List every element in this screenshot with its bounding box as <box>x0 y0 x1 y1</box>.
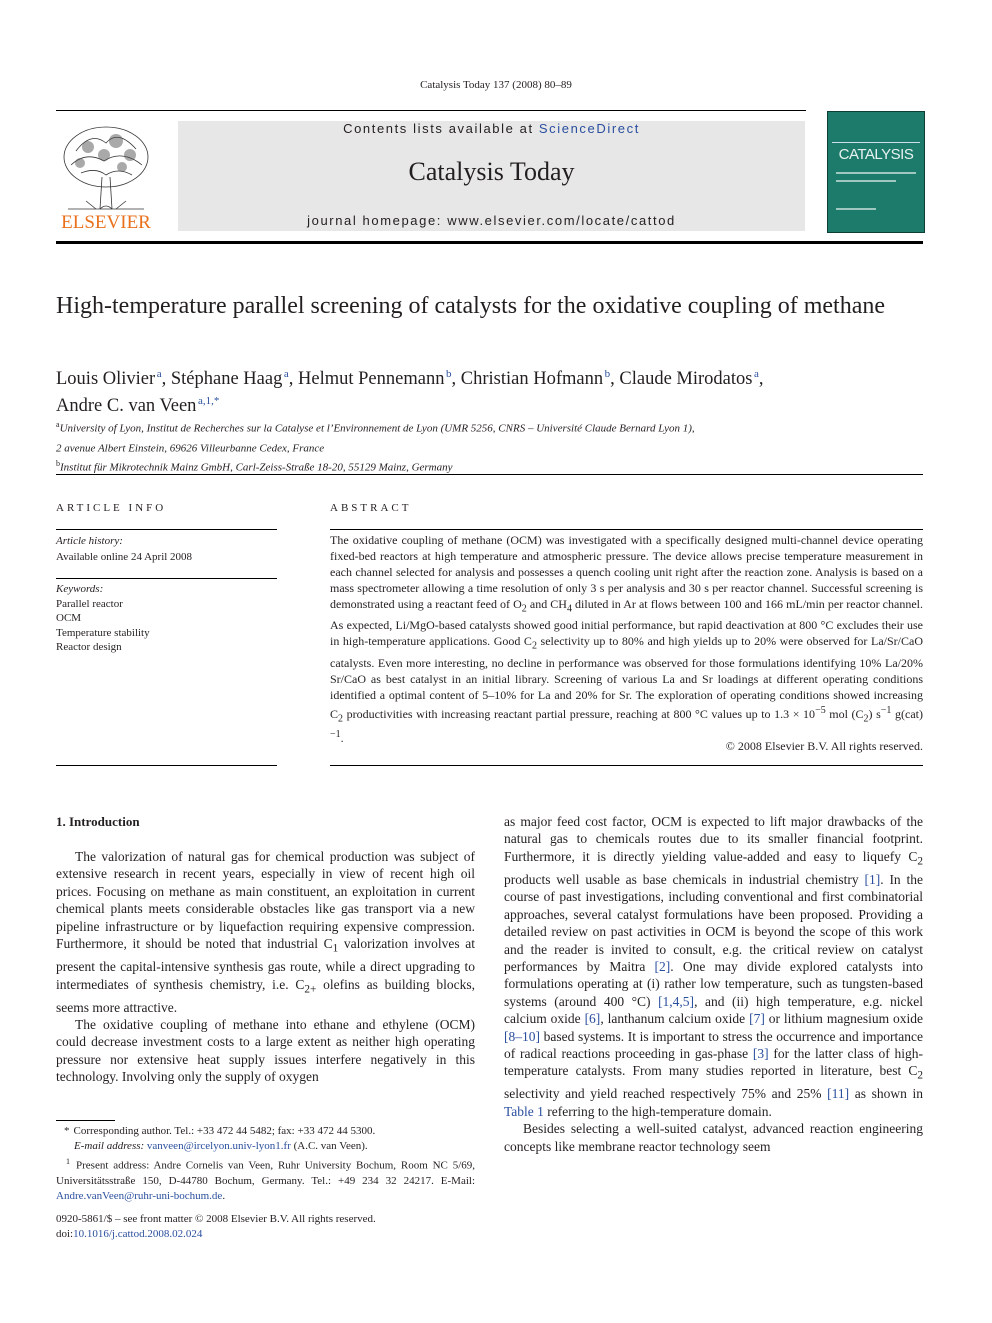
affiliation: $^b$Institut für Mikrotechnik Mainz GmbH, Carl-Zeiss-Straße 18-20, 55129 Mainz, Germany <box>56 459 453 474</box>
elsevier-logo[interactable] <box>56 121 156 233</box>
footnotes <box>56 1124 475 1204</box>
affiliation: $^a$University of Lyon, Institut de Recherches sur la Catalyse et l’Environnement de Lyon (UMR 5256, CNRS – Université Claude Bernard Lyon 1), <box>56 420 695 435</box>
citation-link[interactable]: [3] <box>752 1045 769 1061</box>
author[interactable]: Christian Hofmann $^b$ <box>460 368 611 390</box>
keyword: Temperature stability <box>56 626 150 639</box>
keyword: OCM <box>56 612 82 624</box>
front-matter: 0920-5861/$ – see front matter © 2008 Elsevier B.V. All rights reserved. <box>56 1213 376 1225</box>
body-column-right <box>504 813 923 1155</box>
header-rule <box>56 110 806 111</box>
journal-homepage[interactable]: journal homepage: www.elsevier.com/locate/cattod <box>307 213 676 228</box>
journal-cover[interactable] <box>827 111 925 233</box>
sciencedirect-link[interactable]: ScienceDirect <box>538 121 640 136</box>
footnote-corresponding: * Corresponding author. Tel.: +33 472 44 5482; fax: +33 472 44 5300. <box>64 1125 376 1137</box>
paper-title: High-temperature parallel screening of catalysts for the oxidative coupling of methane <box>56 293 886 319</box>
author-affiliation-mark[interactable]: a,1,* <box>197 395 220 408</box>
author[interactable]: Stéphane Haag $^a$ <box>170 368 289 390</box>
history-label: Article history: <box>56 535 123 547</box>
keyword: Reactor design <box>56 641 122 653</box>
paragraph: Besides selecting a well-suited catalyst, advanced reaction engineering concepts like membrane reactor technology seem <box>504 1121 923 1154</box>
history-value: Available online 24 April 2008 <box>56 551 193 563</box>
paragraph: as major feed cost factor, OCM is expected to lift major drawbacks of the natural gas to chemicals routes due to its smaller financial footprint. Furthermore, it is directly yielding value-added and easy to liquefy $C_2$ products well usable as base chemicals in industrial chemistry [1]. In the course of past investigations, including conventional and first combinatorial approaches, several catalyst formulations have been proposed. Providing a detailed review on past activities in OCM is beyond the scope of this work and the reader is invited to consult, e.g. the critical review on catalyst performances by Maitra [2]. One may divide explored catalysts into formulations operating at (i) rather low temperature, such as tungsten-based systems (around 400 °C) [1,4,5], and (ii) high temperature, e.g. nickel calcium oxide [6], lanthanum calcium oxide [7] or lithium magnesium oxide [8–10] based systems. It is important to stress the occurrence and importance of radical reactions proceeding in gas-phase [3] for the latter class of high-temperature catalysts. From many studies reported in literature, best $C_2$ selectivity and yield reached respectively 75% and 25% [11] as shown in Table 1 referring to the high-temperature domain. <box>504 814 923 1119</box>
citation-link[interactable]: [1,4,5] <box>658 993 695 1009</box>
contents-line <box>178 121 805 136</box>
author-affiliation-mark[interactable]: b <box>446 368 452 380</box>
affiliations <box>56 417 926 476</box>
header-thick-rule <box>56 241 923 244</box>
citation-link[interactable]: [2] <box>654 958 671 974</box>
author-affiliation-mark[interactable]: b <box>604 368 611 380</box>
author[interactable]: Andre C. van Veen $^{a,1,*}$ <box>56 395 220 417</box>
keywords-label: Keywords: <box>56 583 104 595</box>
journal-reference: Catalysis Today 137 (2008) 80–89 <box>420 79 572 91</box>
body-column-left <box>56 848 475 1086</box>
article-info-heading: ARTICLE INFO <box>56 502 167 514</box>
doi-link[interactable]: 10.1016/j.cattod.2008.02.024 <box>73 1228 203 1240</box>
citation-link[interactable]: [8–10] <box>504 1028 540 1044</box>
abstract-rule <box>330 765 923 766</box>
author-affiliation-mark[interactable]: a <box>754 368 759 380</box>
keywords <box>56 582 277 655</box>
author-affiliation-mark[interactable]: a <box>156 368 162 380</box>
footnote-rule <box>56 1120 115 1121</box>
affiliation-rule <box>56 474 923 475</box>
keyword: Parallel reactor <box>56 597 123 610</box>
abstract-text: The oxidative coupling of methane (OCM) was investigated with a specifically designed multi-channel device operating fixed-bed reactors at high temperature and atmospheric pressure. The device allows precise temperature measurement in each channel selected for analysis and possesses a quench cooling unit right after the reaction zone. Analysis is based on a mass spectrometer allowing a time resolution of only 3 s per analysis and 30 s per reactor channel. Successful screening is demonstrated using a reactant feed of $O_2$ and $CH_4$ diluted in Ar at flows between 100 and 166 mL/min per reactor channel. As expected, Li/MgO-based catalysts showed good initial performance, but rapid deactivation at 800 °C excludes their use in high-temperature applications. Good $C_2$ selectivity up to 80% and high yields up to 20% were observed for La/Sr/CaO catalysts. Even more interesting, no decline in performance was observed for those formulations identifying 10% La/20% Sr/CaO as best catalyst in an initial library. Screening of various La and Sr loadings at different operating conditions identified a optimal content of 5–10% for La and 20% for Sr. The exploration of operating conditions showed increasing $C_2$ productivities with increasing reactant partial pressure, reaching at 800 °C values up to $1.3 \times 10^{-5}$ mol $(C_2)$ $s^{-1}$ g(cat)$^{-1}$. <box>330 533 924 746</box>
article-history <box>56 533 277 565</box>
email-link[interactable]: vanveen@ircelyon.univ-lyon1.fr <box>146 1140 291 1152</box>
contents-prefix: Contents lists available at <box>343 121 539 136</box>
author[interactable]: Helmut Pennemann $^b$ <box>298 368 452 390</box>
paragraph: The oxidative coupling of methane into ethane and ethylene (OCM) could decrease investment costs to a large extent as neither high operating pressure nor extensive heat supply issues interfere negatively in this technology. Involving only the supply of oxygen <box>56 1017 475 1085</box>
citation-link[interactable]: [1] <box>864 871 881 887</box>
abstract-heading: ABSTRACT <box>330 502 412 514</box>
elsevier-wordmark: ELSEVIER <box>61 212 151 233</box>
citation-link[interactable]: [7] <box>749 1011 765 1027</box>
citation-link[interactable]: [6] <box>584 1011 601 1027</box>
author[interactable]: Louis Olivier $^a$ <box>56 368 162 390</box>
doi-line: doi:10.1016/j.cattod.2008.02.024 <box>56 1228 203 1240</box>
author-affiliation-mark[interactable]: a <box>283 368 289 380</box>
footnote-present-address: $^1$ Present address: Andre Cornelis van Veen, Ruhr University Bochum, Room NC 5/69, Universitätsstraße 150, D-44780 Bochum, Germany. Tel.: +49 234 32 24217. E-Mail: Andre.vanVeen@ruhr-uni-bochum.de. <box>56 1157 476 1202</box>
abstract-rule <box>330 529 923 530</box>
author[interactable]: Claude Mirodatos $^a$ <box>619 368 759 390</box>
footnote-email: E-mail address: vanveen@ircelyon.univ-lyon1.fr (A.C. van Veen). <box>74 1140 368 1152</box>
author-list: Louis Olivier $^a$, Stéphane Haag $^a$, Helmut Pennemann $^b$, Christian Hofmann $^b$, Claude Mirodatos $^a$, Andre C. van Veen $^{a,1,*}$ <box>56 368 764 417</box>
cover-title: CATALYSIS <box>838 146 914 163</box>
paragraph: The valorization of natural gas for chemical production was subject of extensive research in recent years, especially in view of recent high oil prices. Focusing on methane as main constituent, an exploitation in current chemical plants meets considerable obstacles like gas transport via a new pipeline infrastructure or by liquefaction requiring expensive compression. Furthermore, it should be noted that industrial $C_1$ valorization involves at present the capital-intensive synthesis gas route, while a direct upgrading to intermediates of synthesis chemistry, i.e. $C_{2+}$ olefins as building blocks, seems more attractive. <box>56 849 476 1015</box>
affiliation: 2 avenue Albert Einstein, 69626 Villeurbanne Cedex, France <box>56 442 325 455</box>
citation-link[interactable]: [11] <box>827 1086 850 1102</box>
article-info-rule <box>56 578 277 579</box>
bottom-metadata <box>56 1212 476 1242</box>
abstract-copyright: © 2008 Elsevier B.V. All rights reserved. <box>725 739 923 753</box>
article-info-rule <box>56 765 277 766</box>
journal-title: Catalysis Today <box>408 157 575 186</box>
article-info-rule <box>56 529 277 530</box>
table-link[interactable]: Table 1 <box>504 1103 544 1119</box>
section-heading-introduction: 1. Introduction <box>56 814 140 829</box>
email-link[interactable]: Andre.vanVeen@ruhr-uni-bochum.de <box>56 1189 223 1202</box>
